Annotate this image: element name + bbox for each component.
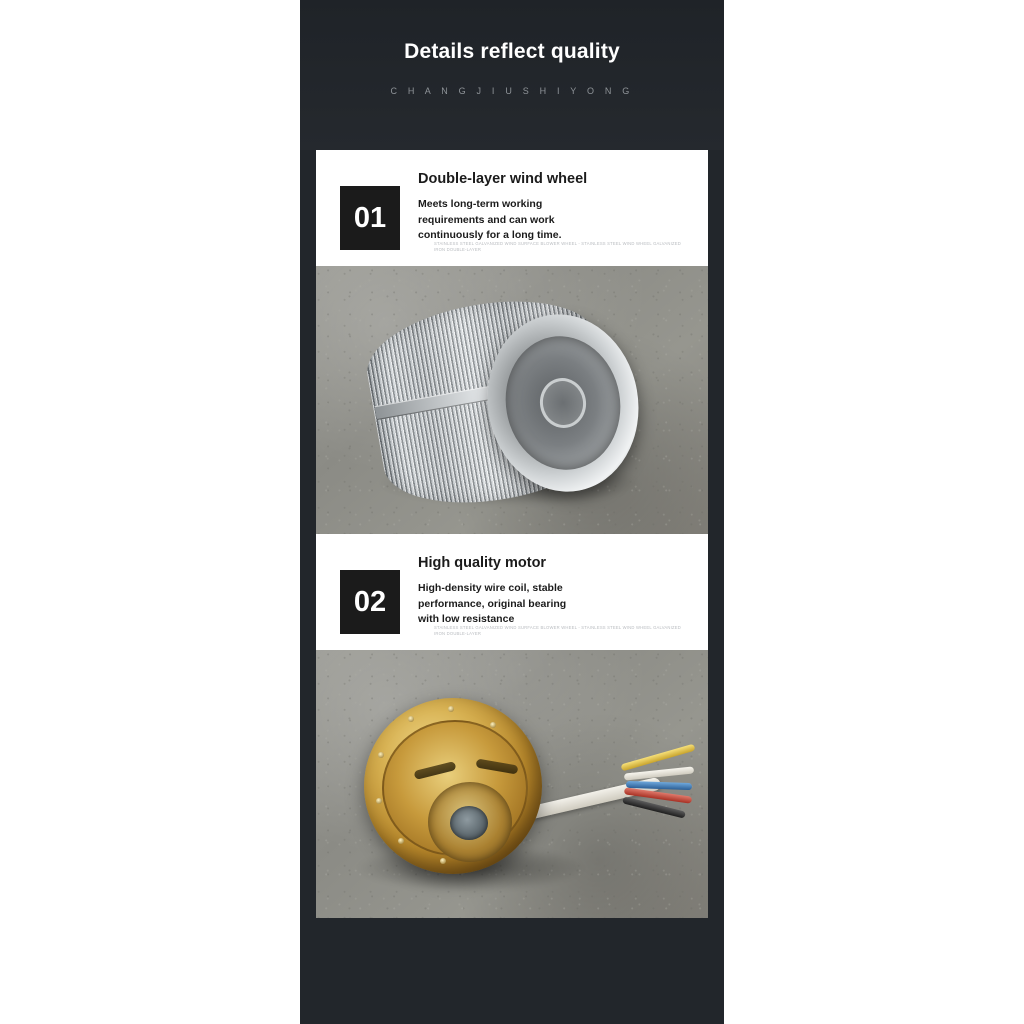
motor-shaft-center bbox=[450, 806, 488, 840]
section-card-02 bbox=[316, 534, 708, 650]
feature-card bbox=[316, 150, 708, 266]
motor-face-ring bbox=[382, 720, 528, 856]
feature-text bbox=[400, 170, 692, 243]
bottom-spacer bbox=[300, 918, 724, 928]
motor-bolt bbox=[408, 716, 414, 722]
motor-bolt bbox=[378, 752, 384, 758]
feature-text bbox=[400, 554, 692, 627]
wire-white bbox=[624, 766, 694, 780]
feature-title: Double-layer wind wheel bbox=[418, 171, 588, 187]
motor-bolt bbox=[398, 838, 404, 844]
motor-bolt bbox=[490, 722, 496, 728]
motor-vent-slot bbox=[414, 761, 457, 780]
motor-vent-slot bbox=[476, 758, 519, 774]
wheel-hub-ring bbox=[536, 374, 590, 431]
page-subtitle: C H A N G J I U S H I Y O N G bbox=[390, 86, 634, 96]
feature-fineprint: STAINLESS STEEL GALVANIZED WIND SURFACE BLOWER WHEEL - STAINLESS STEEL WIND WHEEL GALVANIZED IRON DOUBLE-LAYER bbox=[434, 240, 681, 253]
feature-title: High quality motor bbox=[418, 555, 547, 571]
motor-housing bbox=[364, 698, 542, 874]
section-card-01 bbox=[316, 150, 708, 266]
feature-number-badge: 01 bbox=[340, 186, 400, 250]
feature-description: High-density wire coil, stable performance, original bearing with low resistance bbox=[418, 582, 567, 625]
motor-bolt bbox=[448, 706, 454, 712]
feature-card bbox=[316, 534, 708, 650]
page-title: Details reflect quality bbox=[404, 40, 620, 63]
product-column bbox=[300, 0, 724, 1024]
section-photo-01 bbox=[316, 266, 708, 534]
wheel-rim-inner bbox=[495, 327, 631, 479]
product-photo-wind-wheel bbox=[316, 266, 708, 534]
motor-illustration bbox=[336, 680, 696, 910]
feature-fineprint: STAINLESS STEEL GALVANIZED WIND SURFACE BLOWER WHEEL - STAINLESS STEEL WIND WHEEL GALVANIZED IRON DOUBLE-LAYER bbox=[434, 624, 681, 637]
feature-description: Meets long-term working requirements and can work continuously for a long time. bbox=[418, 198, 562, 241]
page-header bbox=[300, 0, 724, 150]
motor-bolt bbox=[440, 858, 446, 864]
feature-number-badge: 02 bbox=[340, 570, 400, 634]
section-photo-02 bbox=[316, 650, 708, 918]
motor-bolt bbox=[376, 798, 382, 804]
product-photo-motor bbox=[316, 650, 708, 918]
wind-wheel-illustration bbox=[360, 284, 660, 520]
